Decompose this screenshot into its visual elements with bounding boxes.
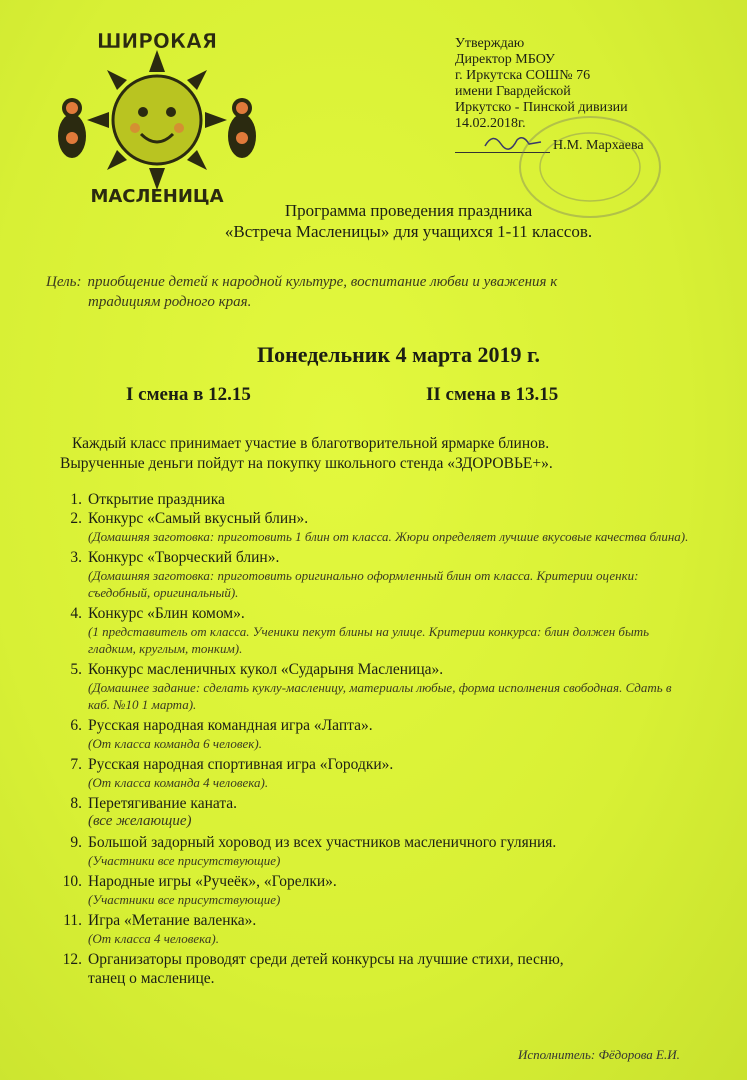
item-text: Большой задорный хоровод из всех участников масленичного гуляния. <box>88 834 557 851</box>
item-note: (1 представитель от класса. Ученики пекут блины на улице. Критерии конкурса: блин должен быть гладким, круглым, тонким). <box>88 624 650 656</box>
item-number: 4. <box>70 605 82 622</box>
item-number: 11. <box>63 912 82 929</box>
item-text: Игра «Метание валенка». <box>88 912 257 929</box>
item-text: Конкурс «Самый вкусный блин». <box>88 510 309 527</box>
item-number: 10. <box>62 873 82 890</box>
list-item <box>54 604 694 623</box>
approval-line: г. Иркутска СОШ№ 76 <box>455 68 591 83</box>
program-title <box>0 200 747 242</box>
goal-text-1: приобщение детей к народной культуре, воспитание любви и уважения к <box>87 274 558 290</box>
item-number: 12. <box>62 951 82 968</box>
event-date: Понедельник 4 марта 2019 г. <box>256 342 541 367</box>
list-item <box>54 490 694 509</box>
approval-line: 14.02.2018г. <box>455 116 526 131</box>
item-number: 3. <box>70 549 82 566</box>
approval-line: имени Гвардейской <box>455 84 571 99</box>
item-number: 1. <box>70 491 82 508</box>
list-item <box>54 716 694 735</box>
list-item <box>54 660 694 679</box>
goal-label: Цель: <box>46 274 82 290</box>
director-name: Н.М. Мархаева <box>553 138 644 153</box>
item-number: 6. <box>70 717 82 734</box>
list-item <box>54 872 694 891</box>
item-text: Конкурс «Блин комом». <box>88 605 245 622</box>
list-item <box>54 794 694 813</box>
item-text: Русская народная спортивная игра «Городки». <box>88 756 394 773</box>
logo-bottom-text: МАСЛЕНИЦА <box>90 186 224 207</box>
list-item <box>54 833 694 852</box>
item-note: (все желающие) <box>88 813 192 829</box>
list-item <box>54 509 694 528</box>
item-note: (Участники все присутствующие) <box>88 892 281 907</box>
goal-block <box>46 272 706 312</box>
approval-line: Директор МБОУ <box>455 52 555 67</box>
item-text: Конкурс «Творческий блин». <box>88 549 280 566</box>
approval-line: Иркутско - Пинской дивизии <box>455 100 628 115</box>
list-item <box>54 950 694 988</box>
title-line-2: «Встреча Масленицы» для учащихся 1-11 классов. <box>224 222 593 241</box>
logo-top-text: ШИРОКАЯ <box>96 29 218 53</box>
item-text: Русская народная командная игра «Лапта». <box>88 717 373 734</box>
sun-logo-icon <box>52 28 262 208</box>
executor-signature: Исполнитель: Фёдорова Е.И. <box>518 1047 680 1062</box>
list-item <box>54 755 694 774</box>
intro-line-2: Вырученные деньги пойдут на покупку школьного стенда «ЗДОРОВЬЕ+». <box>60 455 553 472</box>
approval-line: Утверждаю <box>455 36 525 51</box>
item-text: Организаторы проводят среди детей конкурсы на лучшие стихи, песню, <box>88 951 564 968</box>
item-number: 2. <box>70 510 82 527</box>
item-number: 5. <box>70 661 82 678</box>
first-shift: I смена в 12.15 <box>126 384 251 405</box>
title-line-1: Программа проведения праздника <box>284 201 533 220</box>
item-note: (Участники все присутствующие) <box>88 853 281 868</box>
list-item <box>54 548 694 567</box>
item-note: (От класса команда 4 человека). <box>88 775 269 790</box>
goal-text-2: традициям родного края. <box>88 294 252 310</box>
item-text-continued: танец о масленице. <box>88 970 215 987</box>
item-note: (Домашняя заготовка: приготовить 1 блин от класса. Жюри определяет лучшие вкусовые качества блина). <box>88 529 689 544</box>
list-item <box>54 911 694 930</box>
item-text: Конкурс масленичных кукол «Сударыня Масленица». <box>88 661 444 678</box>
second-shift: II смена в 13.15 <box>426 384 559 405</box>
item-number: 7. <box>70 756 82 773</box>
item-note: (От класса 4 человека). <box>88 931 219 946</box>
item-note: (От класса команда 6 человек). <box>88 736 262 751</box>
intro-line-1: Каждый класс принимает участие в благотворительной ярмарке блинов. <box>72 435 550 452</box>
item-note: (Домашняя заготовка: приготовить оригинально оформленный блин от класса. Критерии оценки: съедобный, оригинальный). <box>88 568 639 600</box>
intro-text <box>60 434 720 474</box>
item-text: Открытие праздника <box>88 491 225 508</box>
item-text: Народные игры «Ручеёк», «Горелки». <box>88 873 337 890</box>
program-list <box>54 490 694 988</box>
item-text: Перетягивание каната. <box>88 795 238 812</box>
maslenitsa-logo <box>52 28 262 208</box>
item-number: 9. <box>70 834 82 851</box>
item-number: 8. <box>70 795 82 812</box>
item-note: (Домашнее задание: сделать куклу-масленицу, материалы любые, форма исполнения свободная. Сдать в каб. №10 1 марта). <box>88 680 672 712</box>
